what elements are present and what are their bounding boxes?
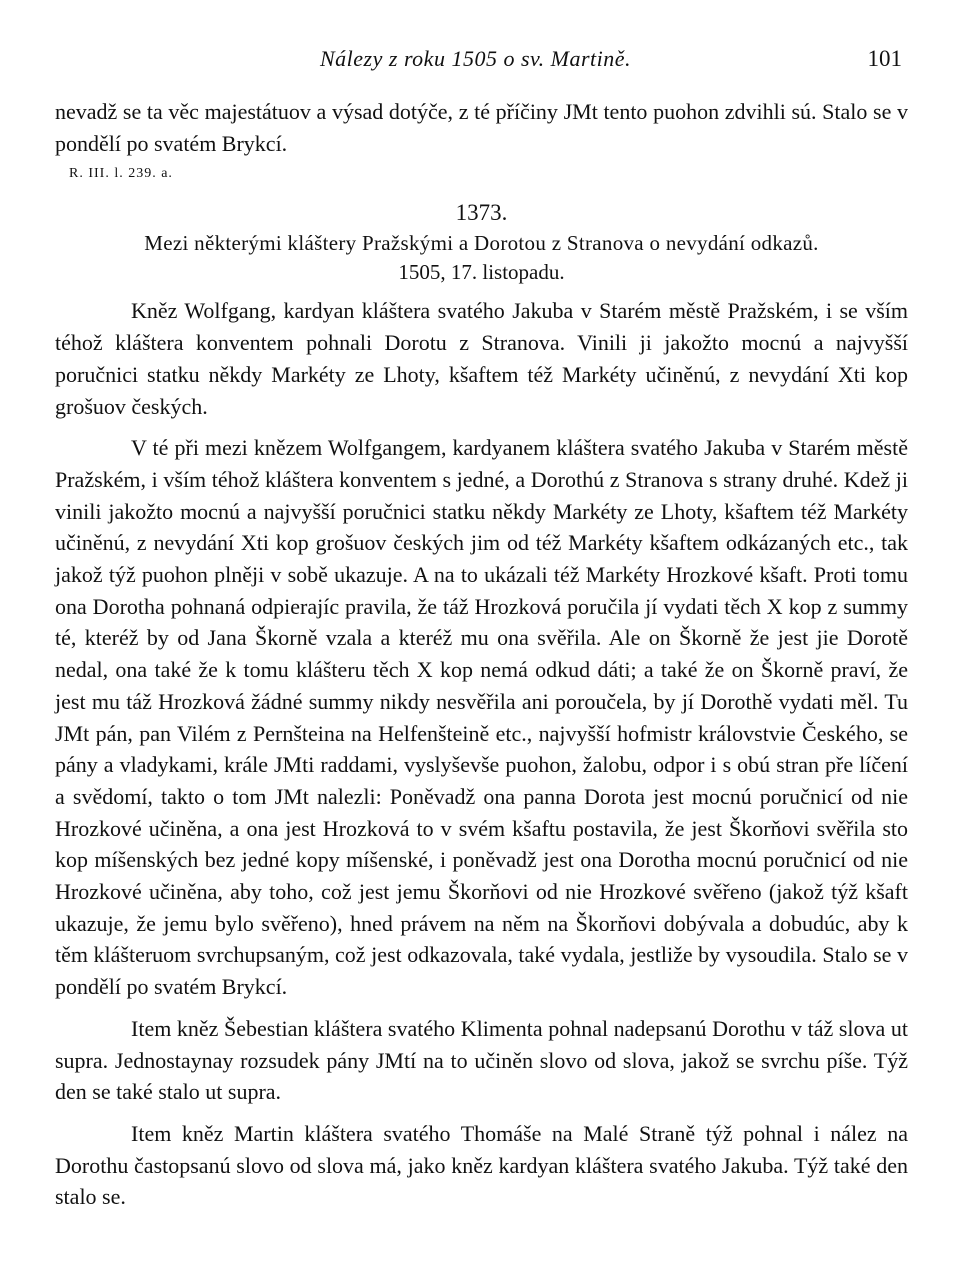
paragraph-4: Item kněz Martin kláštera svatého Thomáše na Malé Straně týž pohnal i nález na Dorothu častopsanú slovo od slova má, jako kněz kardyan kláštera svatého Jakuba. Týž také den stalo se.	[55, 1120, 908, 1210]
page-body	[55, 96, 908, 1213]
paragraph-1: Kněz Wolfgang, kardyan kláštera svatého Jakuba v Starém městě Pražském, i se vším téhož kláštera konventem pohnali Dorotu z Stranova. Vinili ji jakožto mocnú a najvyšší poručnici statku někdy Markéty ze Lhoty, kšaftem též Markéty učiněnú, z nevydání Xti kop grošuov českých.	[55, 298, 908, 419]
document-number: 1373.	[455, 200, 508, 226]
opening-paragraph: nevadž se ta věc majestátuov a výsad dotýče, z té příčiny JMt tento puohon zdvihli sú. Stalo se v pondělí po svatém Brykcí.	[55, 99, 908, 156]
document-date: 1505, 17. listopadu.	[398, 260, 565, 285]
archive-reference: R. III. l. 239. a.	[69, 166, 173, 182]
page-number: 101	[867, 46, 902, 71]
paragraph-2: V té při mezi knězem Wolfgangem, kardyanem kláštera svatého Jakuba v Starém městě Pražském, i vším téhož kláštera konventem s jedné, a Dorothú z Stranova s strany druhé. Kdež ji vinili jakožto mocnú a najvyšší poručnici statku někdy Markéty ze Lhoty, kšaftem též Markéty učiněnú, z nevydání Xti kop grošuov českých jim od též Markéty kšaftem odkázaných etc., tak jakož týž puohon plněji v sobě ukazuje. A na to ukázali též Markéty Hrozkové kšaft. Proti tomu ona Dorotha pohnaná odpierajíc pravila, že táž Hrozková poručila jí vydati těch X kop z summy té, kteréž by od Jana Škorně vzala a kteréž mu ona svěřila. Ale on Škorně že jest jie Dorotě nedal, ona také že k tomu klášteru těch X kop nemá odkud dáti; a také že on Škorně praví, že jest mu táž Hrozková žádné summy nikdy nesvěřila ani poroučela, by jí Dorothě vydati měl. Tu JMt pán, pan Vilém z Pernšteina na Helfenšteině etc., najvyšší hofmistr královstvie Českého, se pány a vladykami, krále JMti raddami, vyslyševše puohon, žalobu, odpor i s obú stran pře líčení a svědomí, takto o tom JMt nalezli: Poněvadž ona panna Dorota jest mocnú poručnicí od nie Hrozkové učiněna, a ona jest Hrozková to v svém kšaftu postavila, že jest Škorňovi svěřila sto kop míšenských bez jedné kopy míšenské, i poněvadž jest ona Dorotha mocnú poručnicí od nie Hrozkové učiněna, aby toho, což jest jemu Škorňovi od nie Hrozkové svěřeno (jakož týž kšaft ukazuje, že jemu bylo svěřeno), hned právem na něm na Škorňovi dobývala a dobudúc, aby k těm klášteruom svrchupsaným, což jest odkazovala, také vydala, jestliže by vysoudila. Stalo se v pondělí po svatém Brykcí.	[55, 435, 908, 1000]
document-title: Mezi některými kláštery Pražskými a Dorotou z Stranova o nevydání odkazů.	[144, 231, 819, 256]
running-title: Nálezy z roku 1505 o sv. Martině.	[320, 46, 632, 71]
paragraph-3: Item kněz Šebestian kláštera svatého Klimenta pohnal nadepsanú Dorothu v táž slova ut supra. Jednostaynay rozsudek pány JMtí na to učiněn slovo od slova, jakož se svrchu píše. Týž den se také stalo ut supra.	[55, 1015, 908, 1105]
